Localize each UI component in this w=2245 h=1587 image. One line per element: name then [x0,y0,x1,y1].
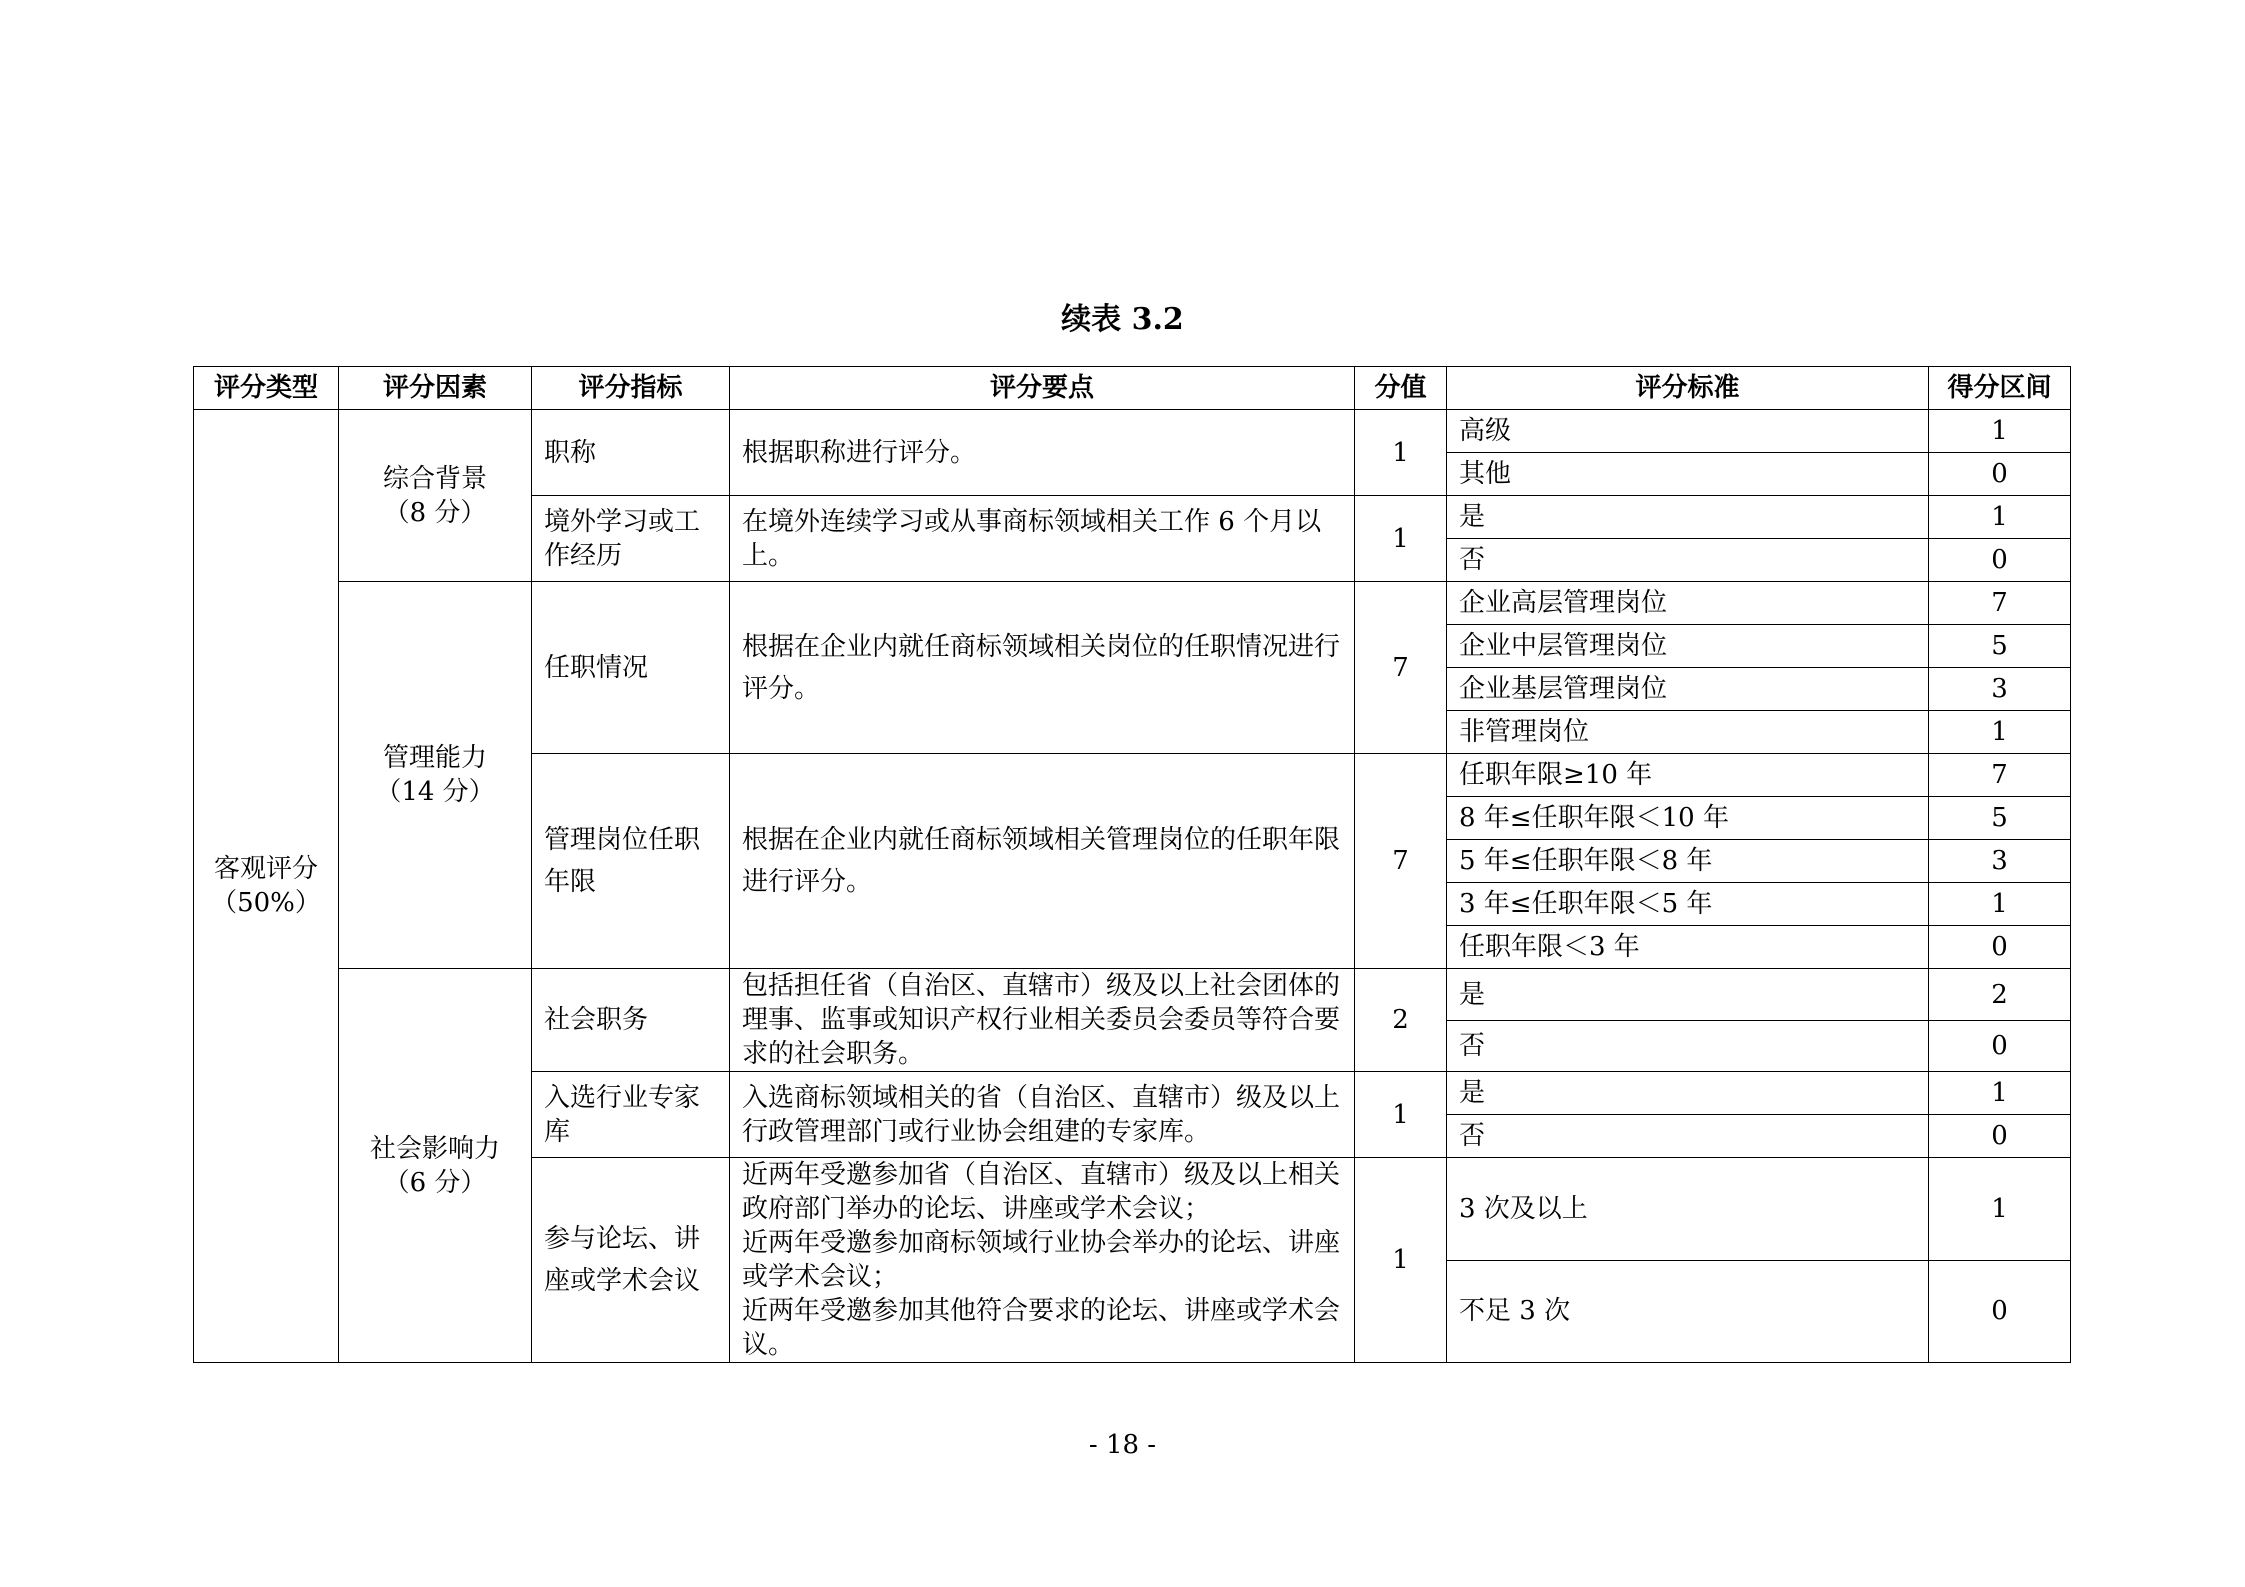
standard-cell: 任职年限＜3 年 [1447,926,1929,969]
standard-cell: 企业基层管理岗位 [1447,668,1929,711]
indicator-cell: 社会职务 [532,969,730,1072]
indicator-cell: 管理岗位任职年限 [532,754,730,969]
standard-cell: 其他 [1447,453,1929,496]
table-row [194,410,2071,453]
points-cell: 根据在企业内就任商标领域相关管理岗位的任职年限进行评分。 [730,754,1355,969]
score-cell: 0 [1929,1260,2071,1363]
indicator-cell: 职称 [532,410,730,496]
standard-cell: 企业中层管理岗位 [1447,625,1929,668]
factor-cell [339,582,532,969]
standard-cell: 是 [1447,496,1929,539]
score-cell: 1 [1929,410,2071,453]
standard-cell: 非管理岗位 [1447,711,1929,754]
standard-cell: 不足 3 次 [1447,1260,1929,1363]
factor-name: 综合背景 [382,463,487,494]
points-cell [730,1158,1355,1363]
points-cell: 根据职称进行评分。 [730,410,1355,496]
factor-name: 管理能力 [382,743,487,773]
standard-cell: 否 [1447,1115,1929,1158]
points-line: 近两年受邀参加商标领域行业协会举办的论坛、讲座或学术会议； [742,1228,1341,1292]
standard-cell: 是 [1447,1072,1929,1115]
score-cell: 3 [1929,668,2071,711]
header-type: 评分类型 [194,367,339,410]
type-name: 客观评分 [213,854,318,884]
factor-score: （8 分） [383,497,487,528]
value-cell: 7 [1355,582,1447,754]
score-cell: 1 [1929,883,2071,926]
score-cell: 1 [1929,496,2071,539]
header-points: 评分要点 [730,367,1355,410]
table-row [194,969,2071,1021]
factor-cell [339,410,532,582]
factor-score: （14 分） [375,777,495,807]
page-number: - 18 - [1088,1430,1157,1460]
score-cell: 1 [1929,1158,2071,1261]
header-value: 分值 [1355,367,1447,410]
score-cell: 0 [1929,926,2071,969]
standard-cell: 3 年≤任职年限＜5 年 [1447,883,1929,926]
points-cell: 根据在企业内就任商标领域相关岗位的任职情况进行评分。 [730,582,1355,754]
points-line: 近两年受邀参加省（自治区、直辖市）级及以上相关政府部门举办的论坛、讲座或学术会议； [742,1160,1341,1224]
value-cell: 1 [1355,410,1447,496]
value-cell: 1 [1355,1158,1447,1363]
value-cell: 2 [1355,969,1447,1072]
header-standard: 评分标准 [1447,367,1929,410]
header-row [194,367,2071,410]
factor-cell [339,969,532,1363]
standard-cell: 否 [1447,539,1929,582]
indicator-cell: 参与论坛、讲座或学术会议 [532,1158,730,1363]
score-cell: 5 [1929,797,2071,840]
value-cell: 7 [1355,754,1447,969]
header-score-range: 得分区间 [1929,367,2071,410]
standard-cell: 3 次及以上 [1447,1158,1929,1261]
header-indicator: 评分指标 [532,367,730,410]
points-cell: 在境外连续学习或从事商标领域相关工作 6 个月以上。 [730,496,1355,582]
standard-cell: 否 [1447,1021,1929,1072]
indicator-cell: 任职情况 [532,582,730,754]
standard-cell: 高级 [1447,410,1929,453]
table-row [194,582,2071,625]
indicator-cell: 境外学习或工作经历 [532,496,730,582]
score-cell: 0 [1929,539,2071,582]
table-caption: 续表 3.2 [1061,302,1184,337]
score-cell: 7 [1929,582,2071,625]
standard-cell: 企业高层管理岗位 [1447,582,1929,625]
score-cell: 2 [1929,969,2071,1021]
points-cell: 包括担任省（自治区、直辖市）级及以上社会团体的理事、监事或知识产权行业相关委员会委员等符合要求的社会职务。 [730,969,1355,1072]
value-cell: 1 [1355,1072,1447,1158]
factor-score: （6 分） [383,1167,487,1198]
scoring-table [193,366,2071,1363]
factor-name: 社会影响力 [369,1133,500,1164]
score-cell: 0 [1929,453,2071,496]
standard-cell: 任职年限≥10 年 [1447,754,1929,797]
standard-cell: 5 年≤任职年限＜8 年 [1447,840,1929,883]
score-cell: 0 [1929,1021,2071,1072]
value-cell: 1 [1355,496,1447,582]
type-cell [194,410,339,1363]
points-cell: 入选商标领域相关的省（自治区、直辖市）级及以上行政管理部门或行业协会组建的专家库。 [730,1072,1355,1158]
score-cell: 1 [1929,1072,2071,1115]
score-cell: 3 [1929,840,2071,883]
standard-cell: 是 [1447,969,1929,1021]
header-factor: 评分因素 [339,367,532,410]
indicator-cell: 入选行业专家库 [532,1072,730,1158]
score-cell: 5 [1929,625,2071,668]
score-cell: 0 [1929,1115,2071,1158]
score-cell: 7 [1929,754,2071,797]
type-weight: （50%） [211,888,321,918]
points-line: 近两年受邀参加其他符合要求的论坛、讲座或学术会议。 [742,1296,1341,1360]
standard-cell: 8 年≤任职年限＜10 年 [1447,797,1929,840]
score-cell: 1 [1929,711,2071,754]
